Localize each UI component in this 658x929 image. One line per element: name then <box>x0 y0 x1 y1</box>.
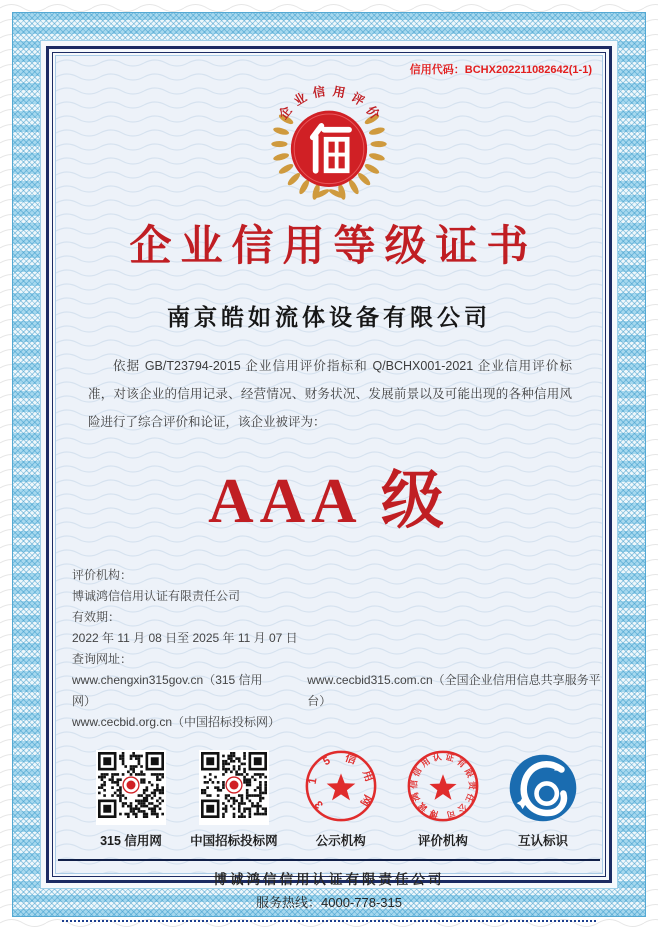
mutual-recognition-logo <box>506 751 580 825</box>
svg-text:限: 限 <box>462 766 476 780</box>
svg-text:责: 责 <box>467 780 478 790</box>
badge-public-seal <box>302 747 380 849</box>
svg-text:价: 价 <box>363 103 383 122</box>
svg-text:博: 博 <box>428 807 440 820</box>
svg-text:公: 公 <box>455 801 469 815</box>
svg-text:任: 任 <box>463 791 476 804</box>
svg-text:网: 网 <box>357 792 374 809</box>
public-agency-seal <box>302 747 380 825</box>
svg-text:用: 用 <box>359 768 375 784</box>
svg-text:司: 司 <box>445 808 457 821</box>
credit-grade: AAA 级 <box>208 466 450 536</box>
svg-text:1: 1 <box>306 776 320 786</box>
svg-text:信: 信 <box>410 765 424 779</box>
seal1-label: 公示机构 <box>315 834 366 848</box>
query-url-2: www.cecbid315.com.cn（全国企业信用信息共享服务平台） <box>307 673 601 708</box>
svg-text:用: 用 <box>331 84 347 101</box>
rating-agency-seal <box>404 747 482 825</box>
svg-text:5: 5 <box>320 754 333 769</box>
logo-label: 互认标识 <box>517 834 568 848</box>
svg-text:鸿: 鸿 <box>409 791 422 803</box>
evaluation-paragraph: 依据 GB/T23794-2015 企业信用评价指标和 Q/BCHX001-2021 企业信用评价标准，对该企业的信用记录、经营情况、财务状况、发展前景以及可能出现的各种信用风险进行了综合评价和论证，该企业被评为： <box>88 359 572 429</box>
credit-code: 信用代码：BCHX202211082642(1-1) <box>409 64 592 76</box>
qr-code-bid <box>199 750 269 825</box>
svg-text:信: 信 <box>408 779 419 789</box>
badges-row <box>96 747 580 849</box>
svg-text:业: 业 <box>291 90 310 109</box>
star-icon <box>429 774 456 800</box>
svg-text:企: 企 <box>275 103 295 122</box>
svg-text:信: 信 <box>343 751 358 767</box>
query-url-3: www.cecbid.org.cn（中国招标投标网） <box>72 715 281 729</box>
badge-qr-315 <box>96 750 166 849</box>
svg-text:3: 3 <box>312 797 326 811</box>
emblem-disc <box>291 111 367 187</box>
svg-text:认: 认 <box>431 751 443 764</box>
star-icon <box>326 773 355 800</box>
qr2-label: 中国招标投标网 <box>190 834 278 848</box>
badge-rating-seal <box>404 747 482 849</box>
svg-text:用: 用 <box>418 755 432 770</box>
footer-hotline: 服务热线：4000-778-315 <box>256 895 402 910</box>
validity-label: 有效期： <box>72 610 121 624</box>
query-label: 查询网址： <box>72 652 133 666</box>
svg-text:评: 评 <box>348 90 367 109</box>
qr-code-315 <box>96 750 166 825</box>
svg-text:证: 证 <box>444 751 456 764</box>
query-url-1: www.chengxin315gov.cn（315 信用网） <box>72 673 263 708</box>
bottom-dotted-line <box>62 920 596 922</box>
svg-text:信: 信 <box>311 84 327 101</box>
agency-label: 评价机构： <box>72 568 133 582</box>
footer-separator <box>58 859 600 861</box>
agency-name: 博诚鸿信信用认证有限责任公司 <box>72 589 241 603</box>
seal2-label: 评价机构 <box>417 834 468 848</box>
credit-rating-emblem <box>267 83 391 207</box>
certificate-body <box>55 55 603 910</box>
info-block <box>72 565 602 733</box>
company-name: 南京皓如流体设备有限公司 <box>167 304 491 330</box>
svg-text:诚: 诚 <box>416 800 430 815</box>
validity-value: 2022 年 11 月 08 日至 2025 年 11 月 07 日 <box>72 631 298 645</box>
qr1-label: 315 信用网 <box>100 834 162 848</box>
svg-text:有: 有 <box>454 756 468 770</box>
badge-mutual-logo <box>506 751 580 849</box>
certificate-title: 企业信用等级证书 <box>129 224 538 270</box>
badge-qr-bid <box>190 750 278 849</box>
footer-company: 博诚鸿信信用认证有限责任公司 <box>213 872 445 887</box>
footer <box>56 868 602 911</box>
